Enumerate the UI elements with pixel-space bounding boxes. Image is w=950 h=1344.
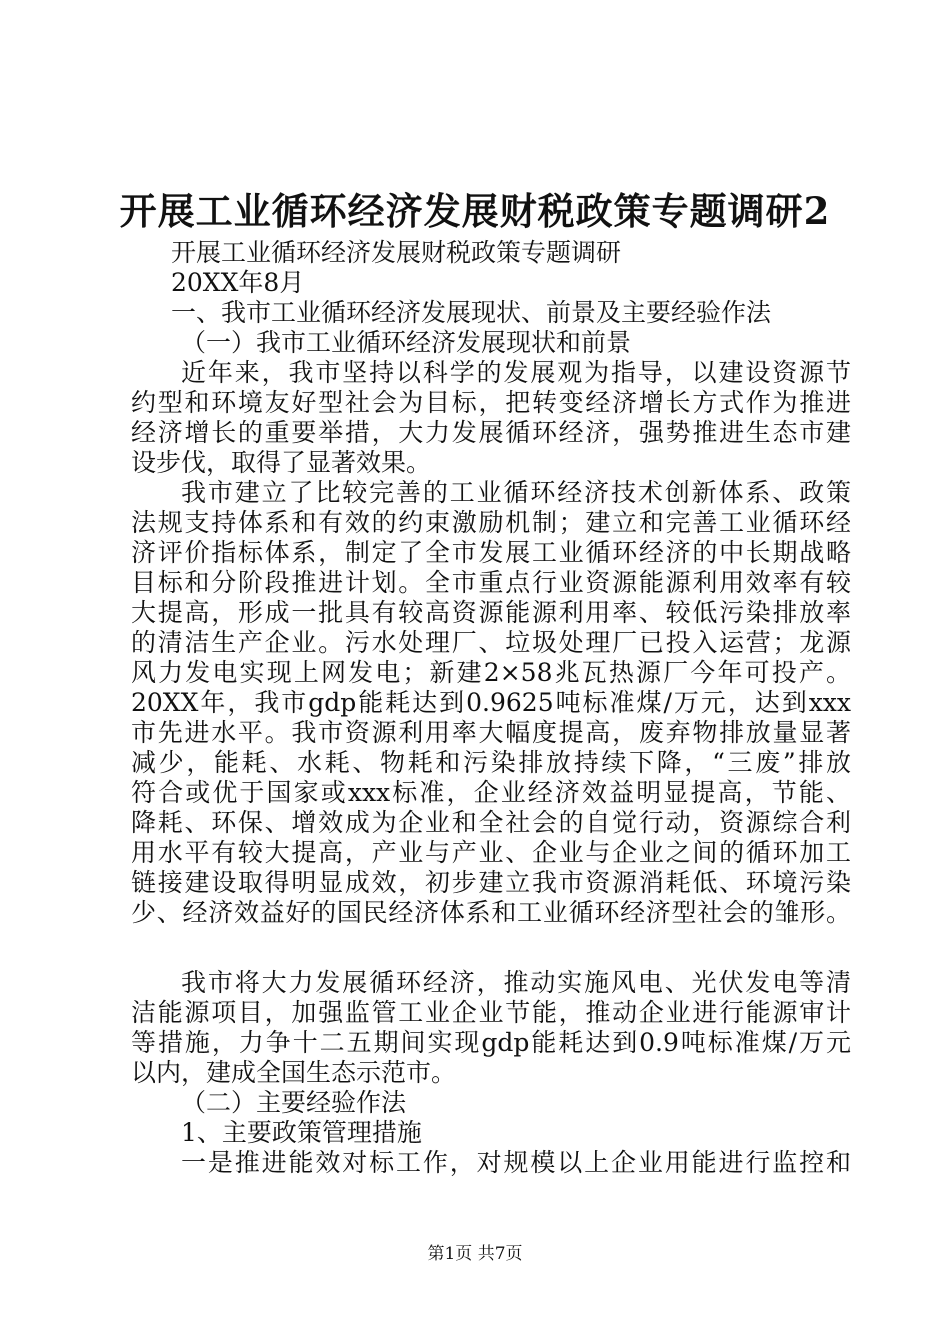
document-body <box>131 238 851 1178</box>
subtitle-line: 开展工业循环经济发展财税政策专题调研 <box>171 238 622 267</box>
paragraph-line: 法规支持体系和有效的约束激励机制；建立和完善工业循环经 <box>131 508 851 537</box>
document-title: 开展工业循环经济发展财税政策专题调研2 <box>119 189 831 233</box>
paragraph-line: 设步伐，取得了显著效果。 <box>131 448 432 477</box>
paragraph-line: 降耗、环保、增效成为企业和全社会的自觉行动，资源综合利 <box>131 808 851 837</box>
paragraph-line: 风力发电实现上网发电；新建2×58兆瓦热源厂今年可投产。 <box>131 658 851 687</box>
paragraph-line: 大提高，形成一批具有较高资源能源利用率、较低污染排放率 <box>131 598 851 627</box>
paragraph-line: 以内，建成全国生态示范市。 <box>131 1058 457 1087</box>
paragraph-line: 约型和环境友好型社会为目标，把转变经济增长方式作为推进 <box>131 388 851 417</box>
page-footer: 第1页 共7页 <box>427 1244 523 1264</box>
paragraph-line: 少、经济效益好的国民经济体系和工业循环经济型社会的雏形。 <box>131 898 851 927</box>
paragraph-line: 市先进水平。我市资源利用率大幅度提高，废弃物排放量显著 <box>131 718 851 747</box>
paragraph-line: 等措施，力争十二五期间实现gdp能耗达到0.9吨标准煤/万元 <box>131 1028 851 1057</box>
paragraph-line: 符合或优于国家或xxx标准，企业经济效益明显提高，节能、 <box>131 778 851 807</box>
subsection-heading: （一）我市工业循环经济发展现状和前景 <box>181 328 632 357</box>
paragraph-gap <box>131 928 851 968</box>
paragraph-line: 减少，能耗、水耗、物耗和污染排放持续下降，“三废”排放 <box>131 748 851 777</box>
date-line: 20XX年8月 <box>171 268 305 297</box>
paragraph-line: 20XX年，我市gdp能耗达到0.9625吨标准煤/万元，达到xxx <box>131 688 851 717</box>
paragraph-line: 经济增长的重要举措，大力发展循环经济，强势推进生态市建 <box>131 418 851 447</box>
section-heading: 一、我市工业循环经济发展现状、前景及主要经验作法 <box>171 298 772 327</box>
item-heading: 1、主要政策管理措施 <box>181 1118 422 1147</box>
paragraph-line: 目标和分阶段推进计划。全市重点行业资源能源利用效率有较 <box>131 568 851 597</box>
paragraph-line: 我市将大力发展循环经济，推动实施风电、光伏发电等清 <box>181 968 851 997</box>
subsection-heading: （二）主要经验作法 <box>181 1088 407 1117</box>
paragraph-line: 洁能源项目，加强监管工业企业节能，推动企业进行能源审计 <box>131 998 851 1027</box>
paragraph-line: 用水平有较大提高，产业与产业、企业与企业之间的循环加工 <box>131 838 851 867</box>
paragraph-line: 的清洁生产企业。污水处理厂、垃圾处理厂已投入运营；龙源 <box>131 628 851 657</box>
paragraph-line: 近年来，我市坚持以科学的发展观为指导，以建设资源节 <box>181 358 851 387</box>
paragraph-line: 我市建立了比较完善的工业循环经济技术创新体系、政策 <box>181 478 851 507</box>
paragraph-line: 济评价指标体系，制定了全市发展工业循环经济的中长期战略 <box>131 538 851 567</box>
paragraph-line: 一是推进能效对标工作，对规模以上企业用能进行监控和 <box>181 1148 851 1177</box>
paragraph-line: 链接建设取得明显成效，初步建立我市资源消耗低、环境污染 <box>131 868 851 897</box>
